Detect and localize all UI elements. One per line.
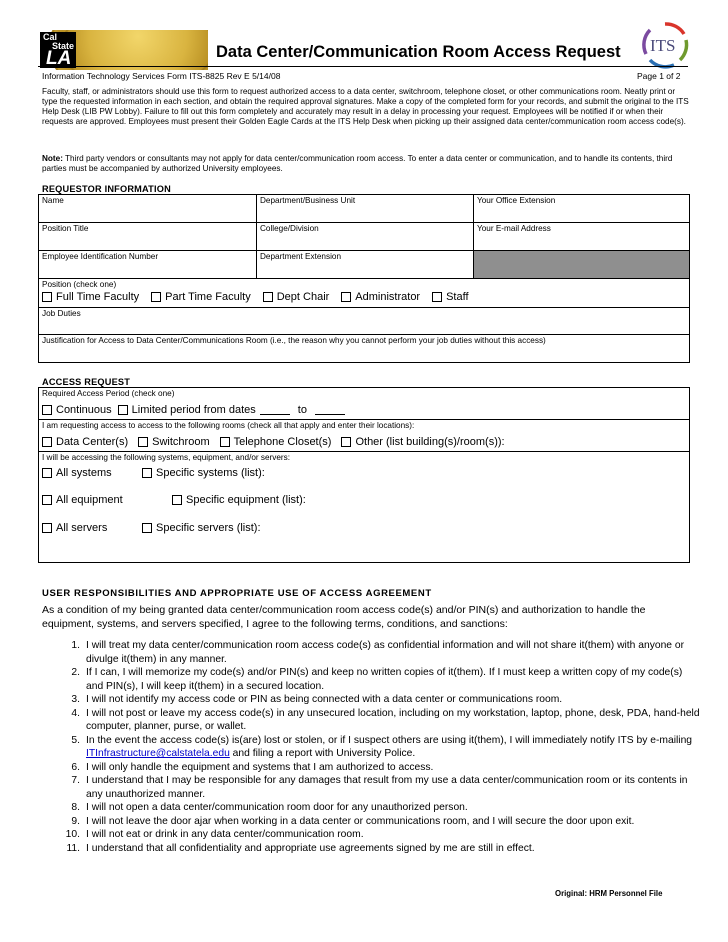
- checkbox[interactable]: [118, 405, 128, 415]
- shaded-cell: [474, 251, 689, 279]
- list-item: 10. I will not eat or drink in any data center/communication room.: [65, 829, 364, 840]
- employee-id-field[interactable]: Employee Identification Number: [39, 251, 257, 279]
- option-all-equipment[interactable]: All equipment: [42, 494, 172, 506]
- email-link[interactable]: ITInfrastructure@calstatela.edu: [86, 748, 230, 759]
- checkbox[interactable]: [263, 292, 273, 302]
- access-period-row: Required Access Period (check one) Continuous Limited period from dates to: [39, 388, 689, 420]
- option-part-time-faculty[interactable]: Part Time Faculty: [151, 291, 251, 303]
- checkbox[interactable]: [42, 292, 52, 302]
- list-item: 4. I will not post or leave my access code(s) in any unsecured location, including on my workstation, laptop, phone, desk, PDA, hand-held computer, planner, purse, or wallet.: [71, 707, 700, 732]
- option-specific-servers[interactable]: Specific servers (list):: [142, 522, 261, 534]
- list-item: 2. If I can, I will memorize my code(s) and/or PIN(s) and keep no written copies of it(them). If I must keep a written copy of my code(s) and PIN(s), I will keep it(them) in a secured location.: [71, 667, 683, 692]
- position-title-field[interactable]: Position Title: [39, 223, 257, 251]
- checkbox[interactable]: [432, 292, 442, 302]
- checkbox[interactable]: [42, 523, 52, 533]
- option-full-time-faculty[interactable]: Full Time Faculty: [42, 291, 139, 303]
- access-request-section: [38, 387, 690, 563]
- job-duties-field[interactable]: Job Duties: [39, 308, 689, 335]
- checkbox[interactable]: [42, 468, 52, 478]
- start-date-blank[interactable]: [260, 405, 290, 415]
- form-number: Information Technology Services Form ITS-8825 Rev E 5/14/08: [42, 71, 281, 81]
- option-limited-period[interactable]: Limited period from dates: [118, 404, 256, 416]
- list-item: 9. I will not leave the door ajar when working in a data center or communications room, and I will secure the door upon exit.: [71, 815, 635, 827]
- option-telephone-closet[interactable]: Telephone Closet(s): [220, 436, 332, 448]
- list-item: 3. I will not identify my access code or PIN as being connected with a data center or communications room.: [71, 694, 563, 705]
- header-divider: [38, 66, 688, 67]
- list-item: 7. I understand that I may be responsible for any damages that result from my use a data center/communication room or its contents in any unauthorized manner.: [71, 775, 688, 800]
- list-item: 11. I understand that all confidentiality and appropriate use agreements signed by me are still in effect.: [66, 842, 535, 854]
- option-all-servers[interactable]: All servers: [42, 522, 142, 534]
- justification-field[interactable]: Justification for Access to Data Center/Communications Room (i.e., the reason why you cannot perform your job duties without this access): [42, 336, 546, 345]
- option-all-systems[interactable]: All systems: [42, 467, 142, 479]
- checkbox[interactable]: [142, 523, 152, 533]
- name-field[interactable]: Name: [39, 195, 257, 223]
- agreement-heading: USER RESPONSIBILITIES AND APPROPRIATE USE OF ACCESS AGREEMENT: [42, 588, 432, 599]
- checkbox[interactable]: [341, 292, 351, 302]
- office-extension-field[interactable]: Your Office Extension: [474, 195, 689, 223]
- option-specific-systems[interactable]: Specific systems (list):: [142, 467, 265, 479]
- checkbox[interactable]: [220, 437, 230, 447]
- footer-note: Original: HRM Personnel File: [555, 889, 663, 898]
- college-field[interactable]: College/Division: [257, 223, 474, 251]
- agreement-list: [60, 639, 700, 855]
- option-other-rooms[interactable]: Other (list building(s)/room(s)):: [341, 436, 504, 448]
- page-title: Data Center/Communication Room Access Request: [216, 43, 621, 61]
- agreement-intro: As a condition of my being granted data center/communication room access code(s) and/or PIN(s) and authorization to handle the equipment, systems, and servers specified, I agree to the following terms, conditions, and sanctions:: [42, 604, 646, 630]
- option-data-center[interactable]: Data Center(s): [42, 436, 128, 448]
- option-staff[interactable]: Staff: [432, 291, 468, 303]
- email-field[interactable]: Your E-mail Address: [474, 223, 689, 251]
- checkbox[interactable]: [138, 437, 148, 447]
- option-switchroom[interactable]: Switchroom: [138, 436, 209, 448]
- checkbox[interactable]: [42, 405, 52, 415]
- option-continuous[interactable]: Continuous: [42, 404, 112, 416]
- its-logo: ITS: [640, 20, 690, 70]
- list-item: 6. I will only handle the equipment and systems that I am authorized to access.: [71, 761, 434, 773]
- list-item: 1. I will treat my data center/communication room access code(s) as confidential information and will not share it(them) with anyone or divulge it(them) in any manner.: [71, 640, 685, 665]
- page-number: Page 1 of 2: [637, 71, 681, 81]
- list-item: 8. I will not open a data center/communication room door for any unauthorized person.: [71, 802, 468, 813]
- checkbox[interactable]: [42, 495, 52, 505]
- department-field[interactable]: Department/Business Unit: [257, 195, 474, 223]
- option-specific-equipment[interactable]: Specific equipment (list):: [172, 494, 306, 506]
- systems-row: I will be accessing the following systems, equipment, and/or servers: All systems Specific systems (list): All equipment Specific equipment (list): All servers Specific servers (list):: [42, 453, 306, 534]
- department-extension-field[interactable]: Department Extension: [257, 251, 474, 279]
- cal-state-la-logo: Cal State LA: [40, 32, 76, 68]
- end-date-blank[interactable]: [315, 405, 345, 415]
- position-row: Position (check one) Full Time Faculty Part Time Faculty Dept Chair Administrator Staff: [39, 279, 689, 308]
- option-administrator[interactable]: Administrator: [341, 291, 420, 303]
- access-request-heading: ACCESS REQUEST: [42, 377, 131, 387]
- checkbox[interactable]: [341, 437, 351, 447]
- requestor-heading: REQUESTOR INFORMATION: [42, 184, 171, 194]
- option-dept-chair[interactable]: Dept Chair: [263, 291, 330, 303]
- instructions: Faculty, staff, or administrators should use this form to request authorized access to a data center, switchroom, telephone closet, or other communications room. Neatly print or type the requested information in each section, and obtain the required approval signatures. Make a copy of the completed form for your records, and submit the original to the ITS Help Desk (LIB PW Lobby). Failure to fill out this form completely and accurately may result in a delay in processing your request. Employees will be notified if or when their requests are approved. Employees must present their Golden Eagle Cards at the ITS Help Desk when picking up their assigned data center/communication room access code(s).: [42, 87, 689, 126]
- list-item: 5. In the event the access code(s) is(are) lost or stolen, or if I suspect others are using it(them), I will immediately notify ITS by e-mailing ITInfrastructure@calstatela.edu and filing a report with University Police.: [71, 734, 693, 759]
- checkbox[interactable]: [151, 292, 161, 302]
- note: Note: Third party vendors or consultants may not apply for data center/communication room access. To enter a data center or communication, and to handle its contents, third parties must be accompanied by authorized University employees.: [42, 154, 673, 173]
- university-logo: [38, 30, 208, 70]
- requestor-section: [38, 194, 690, 363]
- checkbox[interactable]: [172, 495, 182, 505]
- checkbox[interactable]: [142, 468, 152, 478]
- rooms-row: I am requesting access to access to the following rooms (check all that apply and enter their locations): Data Center(s) Switchroom Telephone Closet(s) Other (list building(s)/room(s)):: [39, 420, 689, 452]
- checkbox[interactable]: [42, 437, 52, 447]
